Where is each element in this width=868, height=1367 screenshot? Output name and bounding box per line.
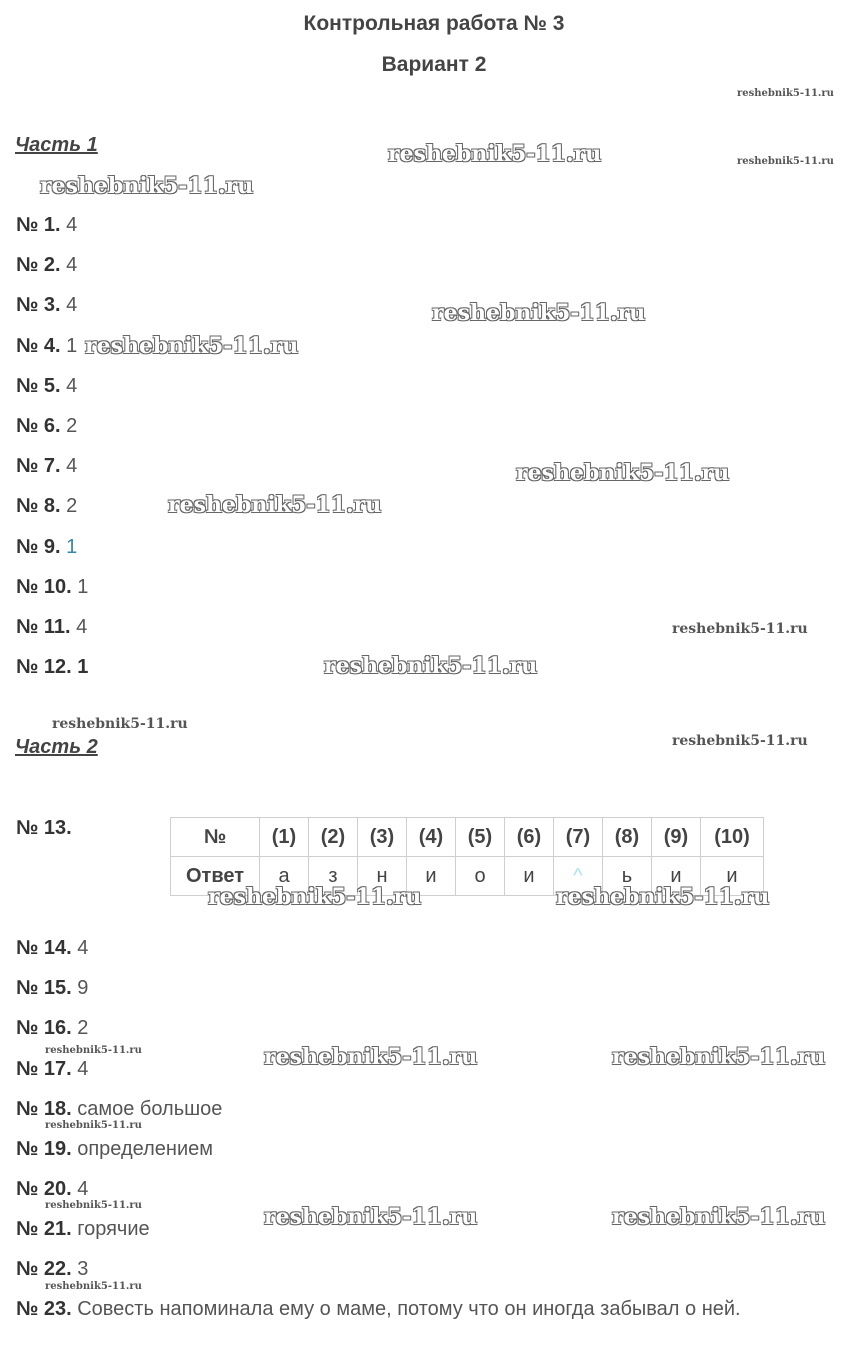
table-cell: а (260, 857, 309, 896)
answer-item: № 10. 1 (16, 576, 89, 598)
table-cell: и (701, 857, 764, 896)
part-1-heading: Часть 1 (15, 134, 98, 156)
answer-item: № 3. 4 (16, 294, 78, 316)
variant-title: Вариант 2 (381, 53, 487, 76)
table-cell: з (309, 857, 358, 896)
answer-item: № 21. горячие (16, 1218, 150, 1240)
watermark: reshebnik5-11.ru (612, 1204, 826, 1230)
answer-item: № 15. 9 (16, 977, 89, 999)
answer-item: № 1. 4 (16, 214, 78, 236)
answer-item: № 8. 2 (16, 495, 78, 517)
answer-item: № 5. 4 (16, 375, 78, 397)
table-header-cell: (2) (309, 818, 358, 857)
table-row-label: Ответ (171, 857, 260, 896)
watermark: reshebnik5-11.ru (85, 333, 299, 359)
watermark: reshebnik5-11.ru (264, 1204, 478, 1230)
watermark: reshebnik5-11.ru (672, 733, 808, 749)
watermark: reshebnik5-11.ru (432, 300, 646, 326)
answer-item: № 2. 4 (16, 254, 78, 276)
table-header-cell: (8) (603, 818, 652, 857)
table-header-cell: (3) (358, 818, 407, 857)
table-header-cell: № (171, 818, 260, 857)
answer-item: № 18. самое большое (16, 1098, 223, 1120)
watermark: reshebnik5-11.ru (612, 1044, 826, 1070)
table-header-cell: (7) (554, 818, 603, 857)
watermark: reshebnik5-11.ru (264, 1044, 478, 1070)
answer-item: № 4. 1 (16, 335, 78, 357)
watermark: reshebnik5-11.ru (208, 884, 422, 910)
page-title: Контрольная работа № 3 (303, 12, 565, 35)
answer-item: № 19. определением (16, 1138, 213, 1160)
table-cell: о (456, 857, 505, 896)
watermark: reshebnik5-11.ru (737, 156, 834, 167)
table-cell: и (407, 857, 456, 896)
answer-item: № 6. 2 (16, 415, 78, 437)
watermark: reshebnik5-11.ru (45, 1200, 142, 1211)
answer-item: № 7. 4 (16, 455, 78, 477)
table-cell: и (652, 857, 701, 896)
watermark: reshebnik5-11.ru (388, 141, 602, 167)
table-header-cell: (1) (260, 818, 309, 857)
watermark: reshebnik5-11.ru (324, 653, 538, 679)
watermark: reshebnik5-11.ru (672, 621, 808, 637)
watermark: reshebnik5-11.ru (45, 1120, 142, 1131)
table-header-cell: (6) (505, 818, 554, 857)
table-cell: и (505, 857, 554, 896)
table-header-cell: (5) (456, 818, 505, 857)
table-header-cell: (10) (701, 818, 764, 857)
answer-item: № 20. 4 (16, 1178, 89, 1200)
answer-item: № 22. 3 (16, 1258, 89, 1280)
table-cell: ^ (554, 857, 603, 896)
watermark: reshebnik5-11.ru (45, 1281, 142, 1292)
answer-item: № 11. 4 (16, 616, 88, 638)
watermark: reshebnik5-11.ru (168, 492, 382, 518)
answer-item: № 14. 4 (16, 937, 89, 959)
answer-item: № 12. 1 (16, 656, 89, 678)
table-header-cell: (4) (407, 818, 456, 857)
watermark: reshebnik5-11.ru (737, 88, 834, 99)
table-header-cell: (9) (652, 818, 701, 857)
answer-item: № 23. Совесть напоминала ему о маме, потому что он иногда забывал о ней. (16, 1298, 741, 1320)
watermark: reshebnik5-11.ru (516, 460, 730, 486)
watermark: reshebnik5-11.ru (45, 1045, 142, 1056)
table-cell: ь (603, 857, 652, 896)
answer-item: № 17. 4 (16, 1058, 89, 1080)
table-cell: н (358, 857, 407, 896)
part-2-heading: Часть 2 (15, 736, 98, 758)
answer-item: № 9. 1 (16, 536, 78, 558)
watermark: reshebnik5-11.ru (40, 173, 254, 199)
table-header-row (171, 818, 764, 857)
answer-item-13: № 13. (16, 817, 72, 839)
answer-item: № 16. 2 (16, 1017, 89, 1039)
watermark: reshebnik5-11.ru (52, 716, 188, 732)
watermark: reshebnik5-11.ru (556, 884, 770, 910)
